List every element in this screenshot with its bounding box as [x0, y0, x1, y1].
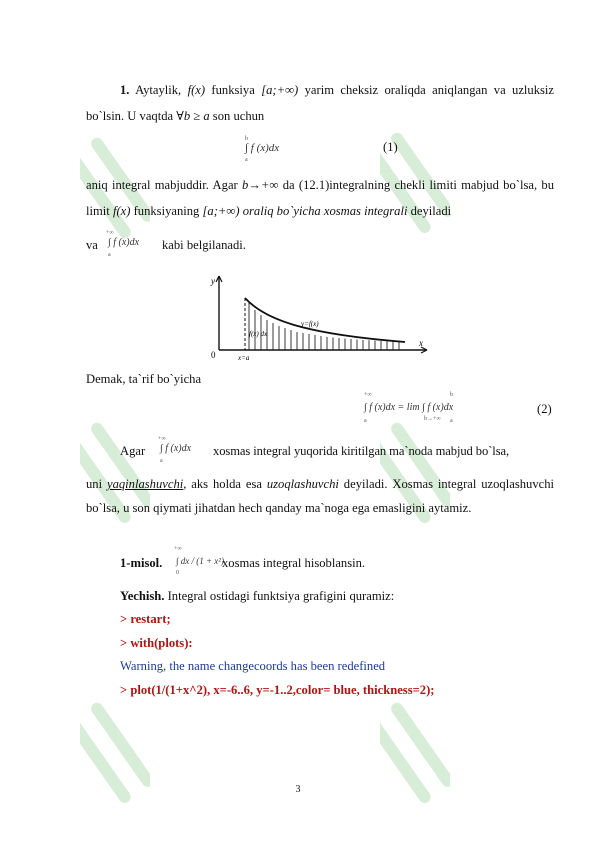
interval: [a;+∞)	[261, 83, 299, 97]
example-1	[120, 546, 550, 580]
lower-limit: 0	[176, 570, 179, 576]
curve-label: y=f(x)	[301, 320, 319, 328]
text: Agar	[120, 444, 146, 458]
text: uni	[86, 477, 107, 491]
text: Demak, ta`rif bo`yicha	[86, 372, 202, 386]
upper-limit: +∞	[364, 392, 372, 398]
text: funksiya	[205, 83, 262, 97]
y-axis-label: y	[211, 276, 215, 286]
term-divergent: uzoqlashuvchi	[266, 477, 339, 491]
paragraph-notation	[86, 232, 554, 258]
equation-2	[362, 394, 512, 428]
function-symbol: f(x)	[187, 83, 206, 97]
upper-limit: +∞	[158, 436, 166, 442]
text: , aks holda esa	[183, 477, 267, 491]
limit-subscript: b→+∞	[424, 416, 441, 422]
upper-limit: b	[450, 392, 453, 398]
lower-limit: a	[245, 157, 248, 163]
x-equals-a-label: x=a	[238, 354, 250, 362]
text: yarim cheksiz oraliqda aniqlangan va uzluksiz bo`lsin. U vaqtda	[86, 83, 554, 123]
paragraph-convergence	[86, 438, 554, 520]
x-axis-label: x	[419, 338, 423, 348]
text: xosmas integral hisoblansin.	[222, 556, 366, 570]
text: Aytaylik,	[129, 83, 188, 97]
paragraph-definition	[86, 77, 554, 129]
text: funksiyaning	[130, 204, 203, 218]
page-number: 3	[295, 784, 301, 795]
limit-expr: b→+∞	[242, 178, 279, 192]
integral: ∫ dx / (1 + x²)	[176, 556, 224, 566]
text: aniq integral mabjuddir. Agar	[86, 178, 243, 192]
integral: ∫ f (x)dx	[160, 443, 192, 454]
example-label: 1-misol.	[120, 556, 163, 570]
lower-limit: a	[108, 252, 111, 258]
text: da (12.1)integralning chekli limiti mabjud bo`lsa, bu limit	[86, 178, 554, 218]
text: deyiladi	[407, 204, 452, 218]
integral: ∫ f (x)dx	[108, 237, 140, 248]
item-number: 1.	[120, 83, 130, 97]
upper-limit: +∞	[174, 546, 182, 552]
solution-label: Yechish.	[120, 589, 165, 603]
maple-command: > restart;	[120, 612, 171, 626]
integral-graph	[205, 270, 430, 362]
upper-limit: +∞	[106, 230, 114, 236]
maple-command: > plot(1/(1+x^2), x=-6..6, y=-1..2,color= blue, thickness=2);	[120, 682, 435, 697]
paragraph-limit	[86, 172, 554, 224]
lower-limit: a	[450, 418, 453, 424]
emphasis: oraliq bo`yicha xosmas integrali	[239, 204, 408, 218]
lower-limit: a	[364, 418, 367, 424]
term-convergent: yaqinlashuvchi	[107, 477, 184, 491]
condition: ∀b ≥ a	[176, 109, 210, 123]
text: xosmas integral yuqorida kiritilgan ma`noda mabjud bo`lsa,	[213, 444, 510, 458]
text: kabi belgilanadi.	[162, 238, 246, 252]
text: va	[86, 238, 98, 252]
equation-number: (2)	[537, 402, 552, 416]
origin-label: 0	[211, 350, 216, 360]
equation-number: (1)	[383, 140, 398, 154]
maple-command: > with(plots):	[120, 635, 193, 650]
upper-limit: b	[245, 136, 248, 142]
interval: [a;+∞)	[202, 204, 240, 218]
solution	[120, 584, 550, 608]
lower-limit: a	[160, 458, 163, 464]
paragraph-therefore	[86, 366, 554, 392]
equation-1	[245, 136, 345, 170]
integral: ∫ f (x)dx	[245, 142, 280, 154]
text: Integral ostidagi funktsiya grafigini quramiz:	[164, 589, 395, 603]
maple-warning: Warning, the name changecoords has been redefined	[120, 659, 386, 673]
strip-label: f(x) dx	[249, 330, 268, 338]
function-symbol: f(x)	[112, 204, 131, 218]
maple-session	[120, 608, 560, 702]
integral-definition: ∫ f (x)dx = lim ∫ f (x)dx	[364, 402, 454, 413]
text: son uchun	[209, 109, 265, 123]
text: deyiladi. Xosmas integral uzoqlashuvchi bo`lsa, u son qiymati jihatdan hech qanday ma`noga ega emasligini aytamiz.	[86, 477, 554, 515]
figure-improper-integral	[205, 270, 430, 362]
